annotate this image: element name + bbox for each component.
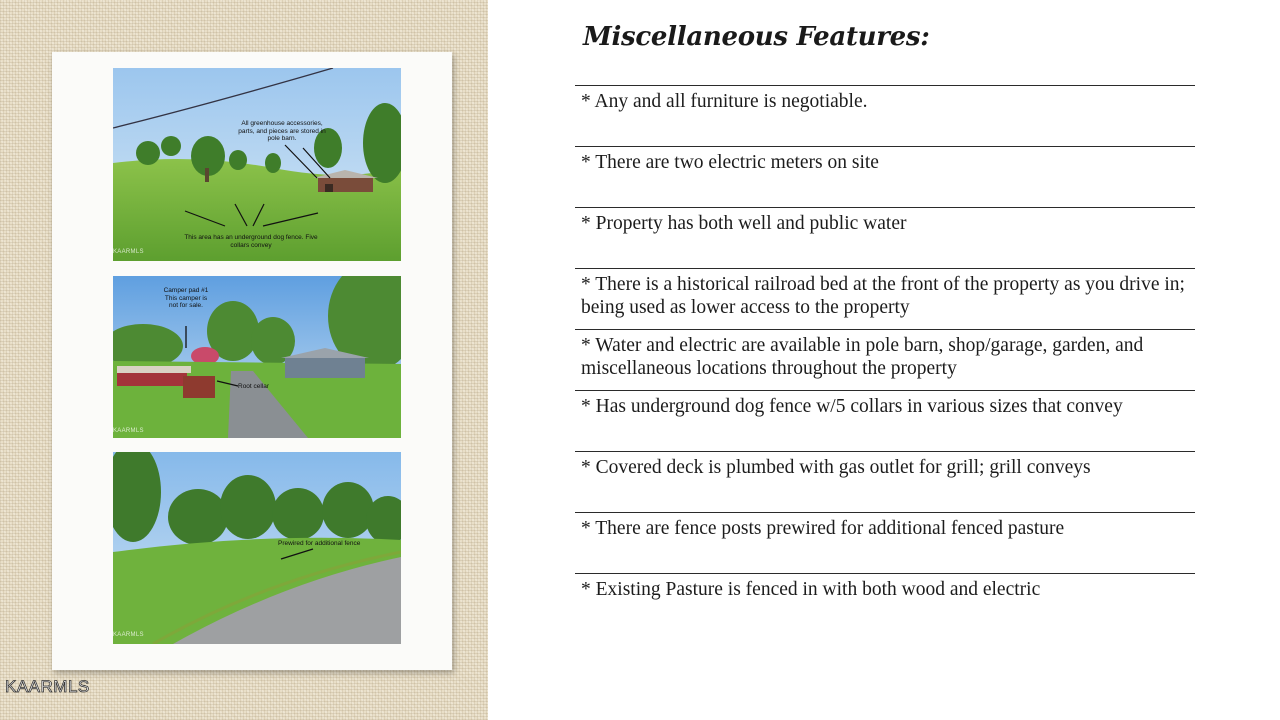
photo-image (113, 276, 401, 438)
page-title: Miscellaneous Features: (583, 22, 930, 52)
photo3-watermark: KAARMLS (113, 632, 144, 638)
feature-item: * Has underground dog fence w/5 collars in various sizes that convey (575, 390, 1195, 451)
photo2-watermark: KAARMLS (113, 428, 144, 434)
feature-item: * There are two electric meters on site (575, 146, 1195, 207)
feature-item: * There is a historical railroad bed at the front of the property as you drive in; being used as lower access to the property (575, 268, 1195, 329)
photo1-annotation-dog-fence: This area has an underground dog fence. Five collars convey (184, 234, 318, 249)
kaarmls-logo: KAARMLS (5, 677, 90, 696)
feature-item: * Property has both well and public water (575, 207, 1195, 268)
feature-item: * There are fence posts prewired for additional fenced pasture (575, 512, 1195, 573)
property-photo-camper-pad (113, 276, 401, 438)
photo-image (113, 452, 401, 644)
photo1-annotation-greenhouse: All greenhouse accessories, parts, and pieces are stored in pole barn. (238, 120, 326, 142)
photo2-annotation-camper-pad: Camper pad #1 This camper is not for sale. (163, 287, 209, 309)
features-list (575, 85, 1195, 634)
feature-item: * Any and all furniture is negotiable. (575, 85, 1195, 146)
feature-item: * Covered deck is plumbed with gas outlet for grill; grill conveys (575, 451, 1195, 512)
property-photo-fence-drive (113, 452, 401, 644)
property-photo-greenhouse (113, 68, 401, 261)
photo1-watermark: KAARMLS (113, 249, 144, 255)
photo2-annotation-root-cellar: Root cellar (238, 383, 270, 390)
photo-image (113, 68, 401, 261)
photo3-annotation-fence: Prewired for additional fence (278, 540, 361, 547)
feature-item: * Water and electric are available in pole barn, shop/garage, garden, and miscellaneous locations throughout the property (575, 329, 1195, 390)
feature-item: * Existing Pasture is fenced in with both wood and electric (575, 573, 1195, 634)
